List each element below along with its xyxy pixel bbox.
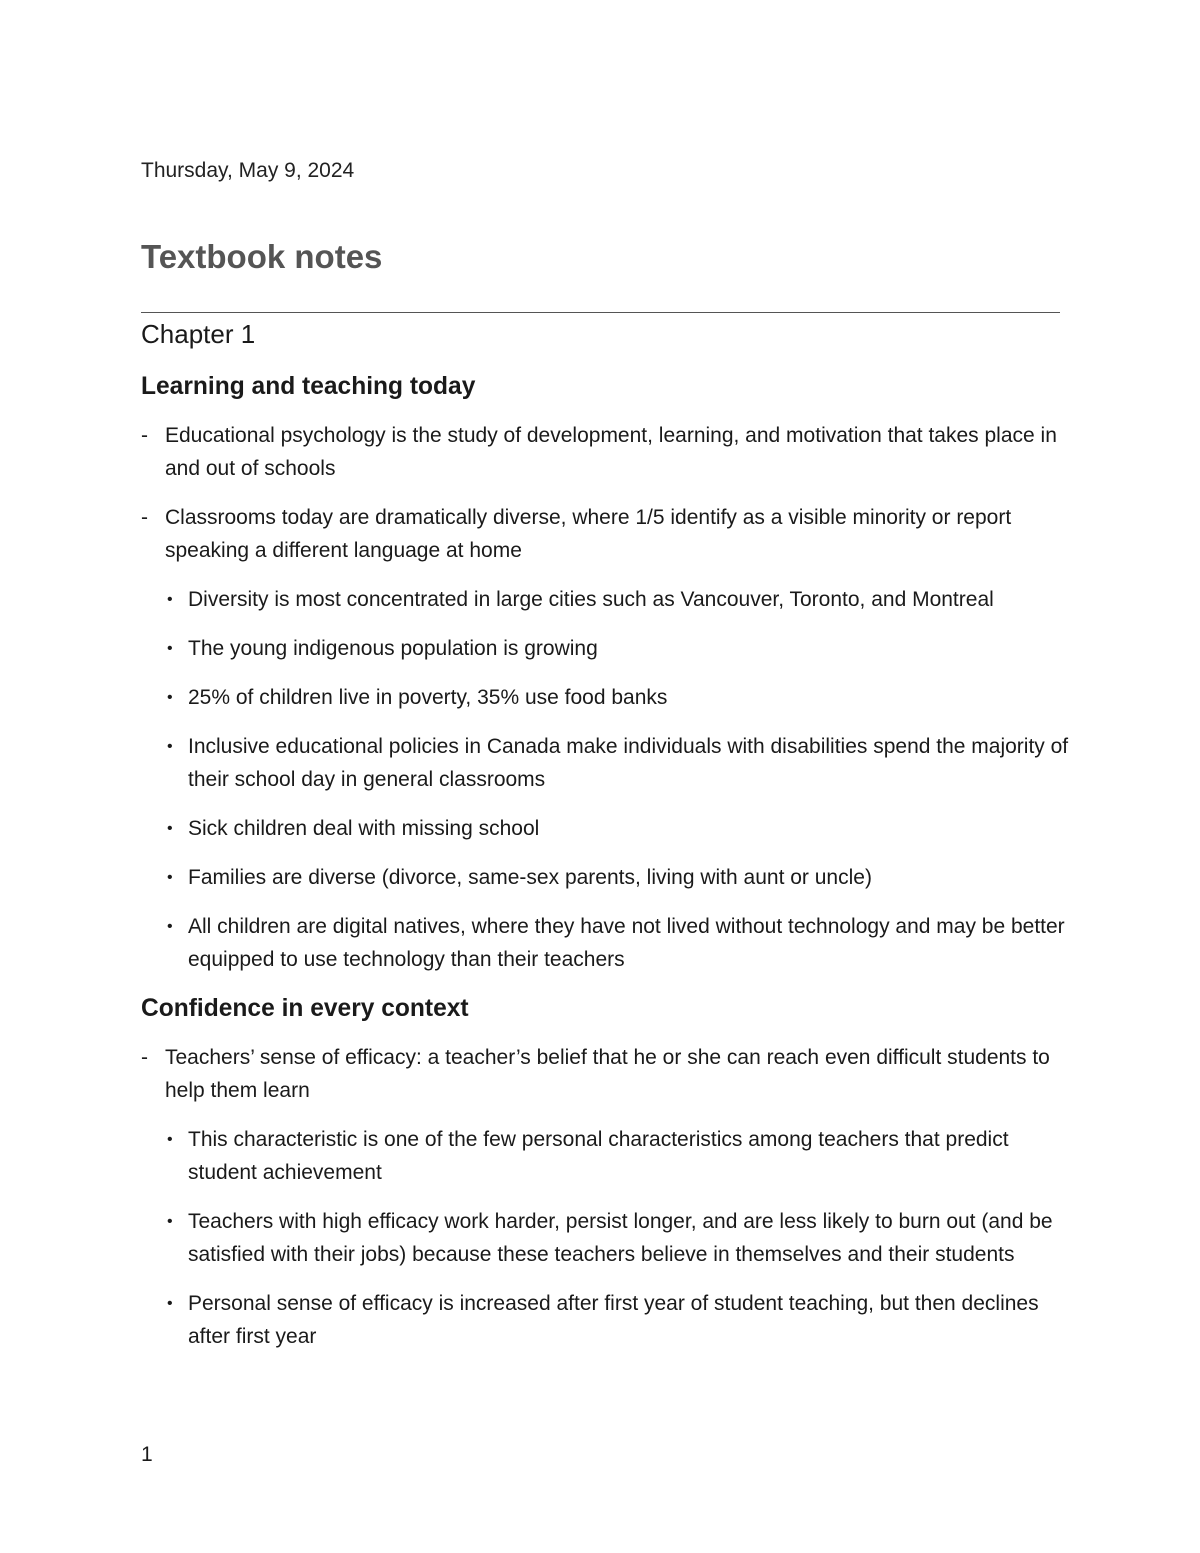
- title-divider: [141, 312, 1060, 313]
- dash-marker: -: [141, 1046, 148, 1069]
- bullet-marker: •: [167, 591, 173, 608]
- bullet-marker: •: [167, 689, 173, 706]
- list-item-text: Teachers’ sense of efficacy: a teacher’s belief that he or she can reach even difficult students to help them learn: [165, 1046, 1050, 1102]
- bullet-marker: •: [167, 820, 173, 837]
- sub-list-item: [141, 812, 1071, 845]
- chapter-heading: Chapter 1: [141, 319, 256, 349]
- sub-list-item-text: The young indigenous population is growing: [188, 637, 598, 660]
- sub-list-item-text: Sick children deal with missing school: [188, 817, 540, 840]
- bullet-marker: •: [167, 869, 173, 886]
- sub-list-item: [141, 681, 1071, 714]
- sub-list-item-text: Teachers with high efficacy work harder, persist longer, and are less likely to burn out (and be satisfied with their jobs) because these teachers believe in themselves and their students: [188, 1210, 1053, 1266]
- list-item: [141, 419, 1071, 485]
- section-heading: Confidence in every context: [141, 995, 469, 1022]
- sub-list-item: [141, 730, 1071, 796]
- bullet-marker: •: [167, 1295, 173, 1312]
- sub-list-item-text: Inclusive educational policies in Canada make individuals with disabilities spend the majority of their school day in general classrooms: [188, 735, 1069, 791]
- list-item: [141, 501, 1071, 567]
- bullet-marker: •: [167, 1131, 173, 1148]
- sub-list-item-text: All children are digital natives, where they have not lived without technology and may be better equipped to use technology than their teachers: [188, 915, 1065, 971]
- sub-list-item-text: Families are diverse (divorce, same-sex parents, living with aunt or uncle): [188, 866, 872, 889]
- page-title: Textbook notes: [141, 238, 383, 275]
- dash-marker: -: [141, 424, 148, 447]
- dash-marker: -: [141, 506, 148, 529]
- bullet-marker: •: [167, 1213, 173, 1230]
- sub-list-item: [141, 583, 1071, 616]
- sub-list-item: [141, 1123, 1071, 1189]
- sub-list-item: [141, 861, 1071, 894]
- sub-list-item-text: Personal sense of efficacy is increased after first year of student teaching, but then declines after first year: [188, 1292, 1039, 1348]
- sub-list-item-text: This characteristic is one of the few personal characteristics among teachers that predict student achievement: [188, 1128, 1009, 1184]
- sub-list: [141, 583, 1071, 976]
- sub-list-item: [141, 1205, 1071, 1271]
- list-item-text: Educational psychology is the study of development, learning, and motivation that takes place in and out of schools: [165, 424, 1057, 480]
- bullet-marker: •: [167, 918, 173, 935]
- sub-list-item-text: Diversity is most concentrated in large cities such as Vancouver, Toronto, and Montreal: [188, 588, 994, 611]
- sub-list: [141, 1123, 1071, 1353]
- section-heading: Learning and teaching today: [141, 373, 476, 400]
- bullet-marker: •: [167, 640, 173, 657]
- sub-list-item: [141, 1287, 1071, 1353]
- bullet-marker: •: [167, 738, 173, 755]
- page-number: 1: [141, 1443, 153, 1466]
- document-date: Thursday, May 9, 2024: [141, 159, 355, 182]
- list-item-text: Classrooms today are dramatically diverse, where 1/5 identify as a visible minority or report speaking a different language at home: [165, 506, 1012, 562]
- sub-list-item-text: 25% of children live in poverty, 35% use food banks: [188, 686, 668, 709]
- sub-list-item: [141, 910, 1071, 976]
- sub-list-item: [141, 632, 1071, 665]
- notes-content: [141, 370, 1071, 1353]
- list-item: [141, 1041, 1071, 1107]
